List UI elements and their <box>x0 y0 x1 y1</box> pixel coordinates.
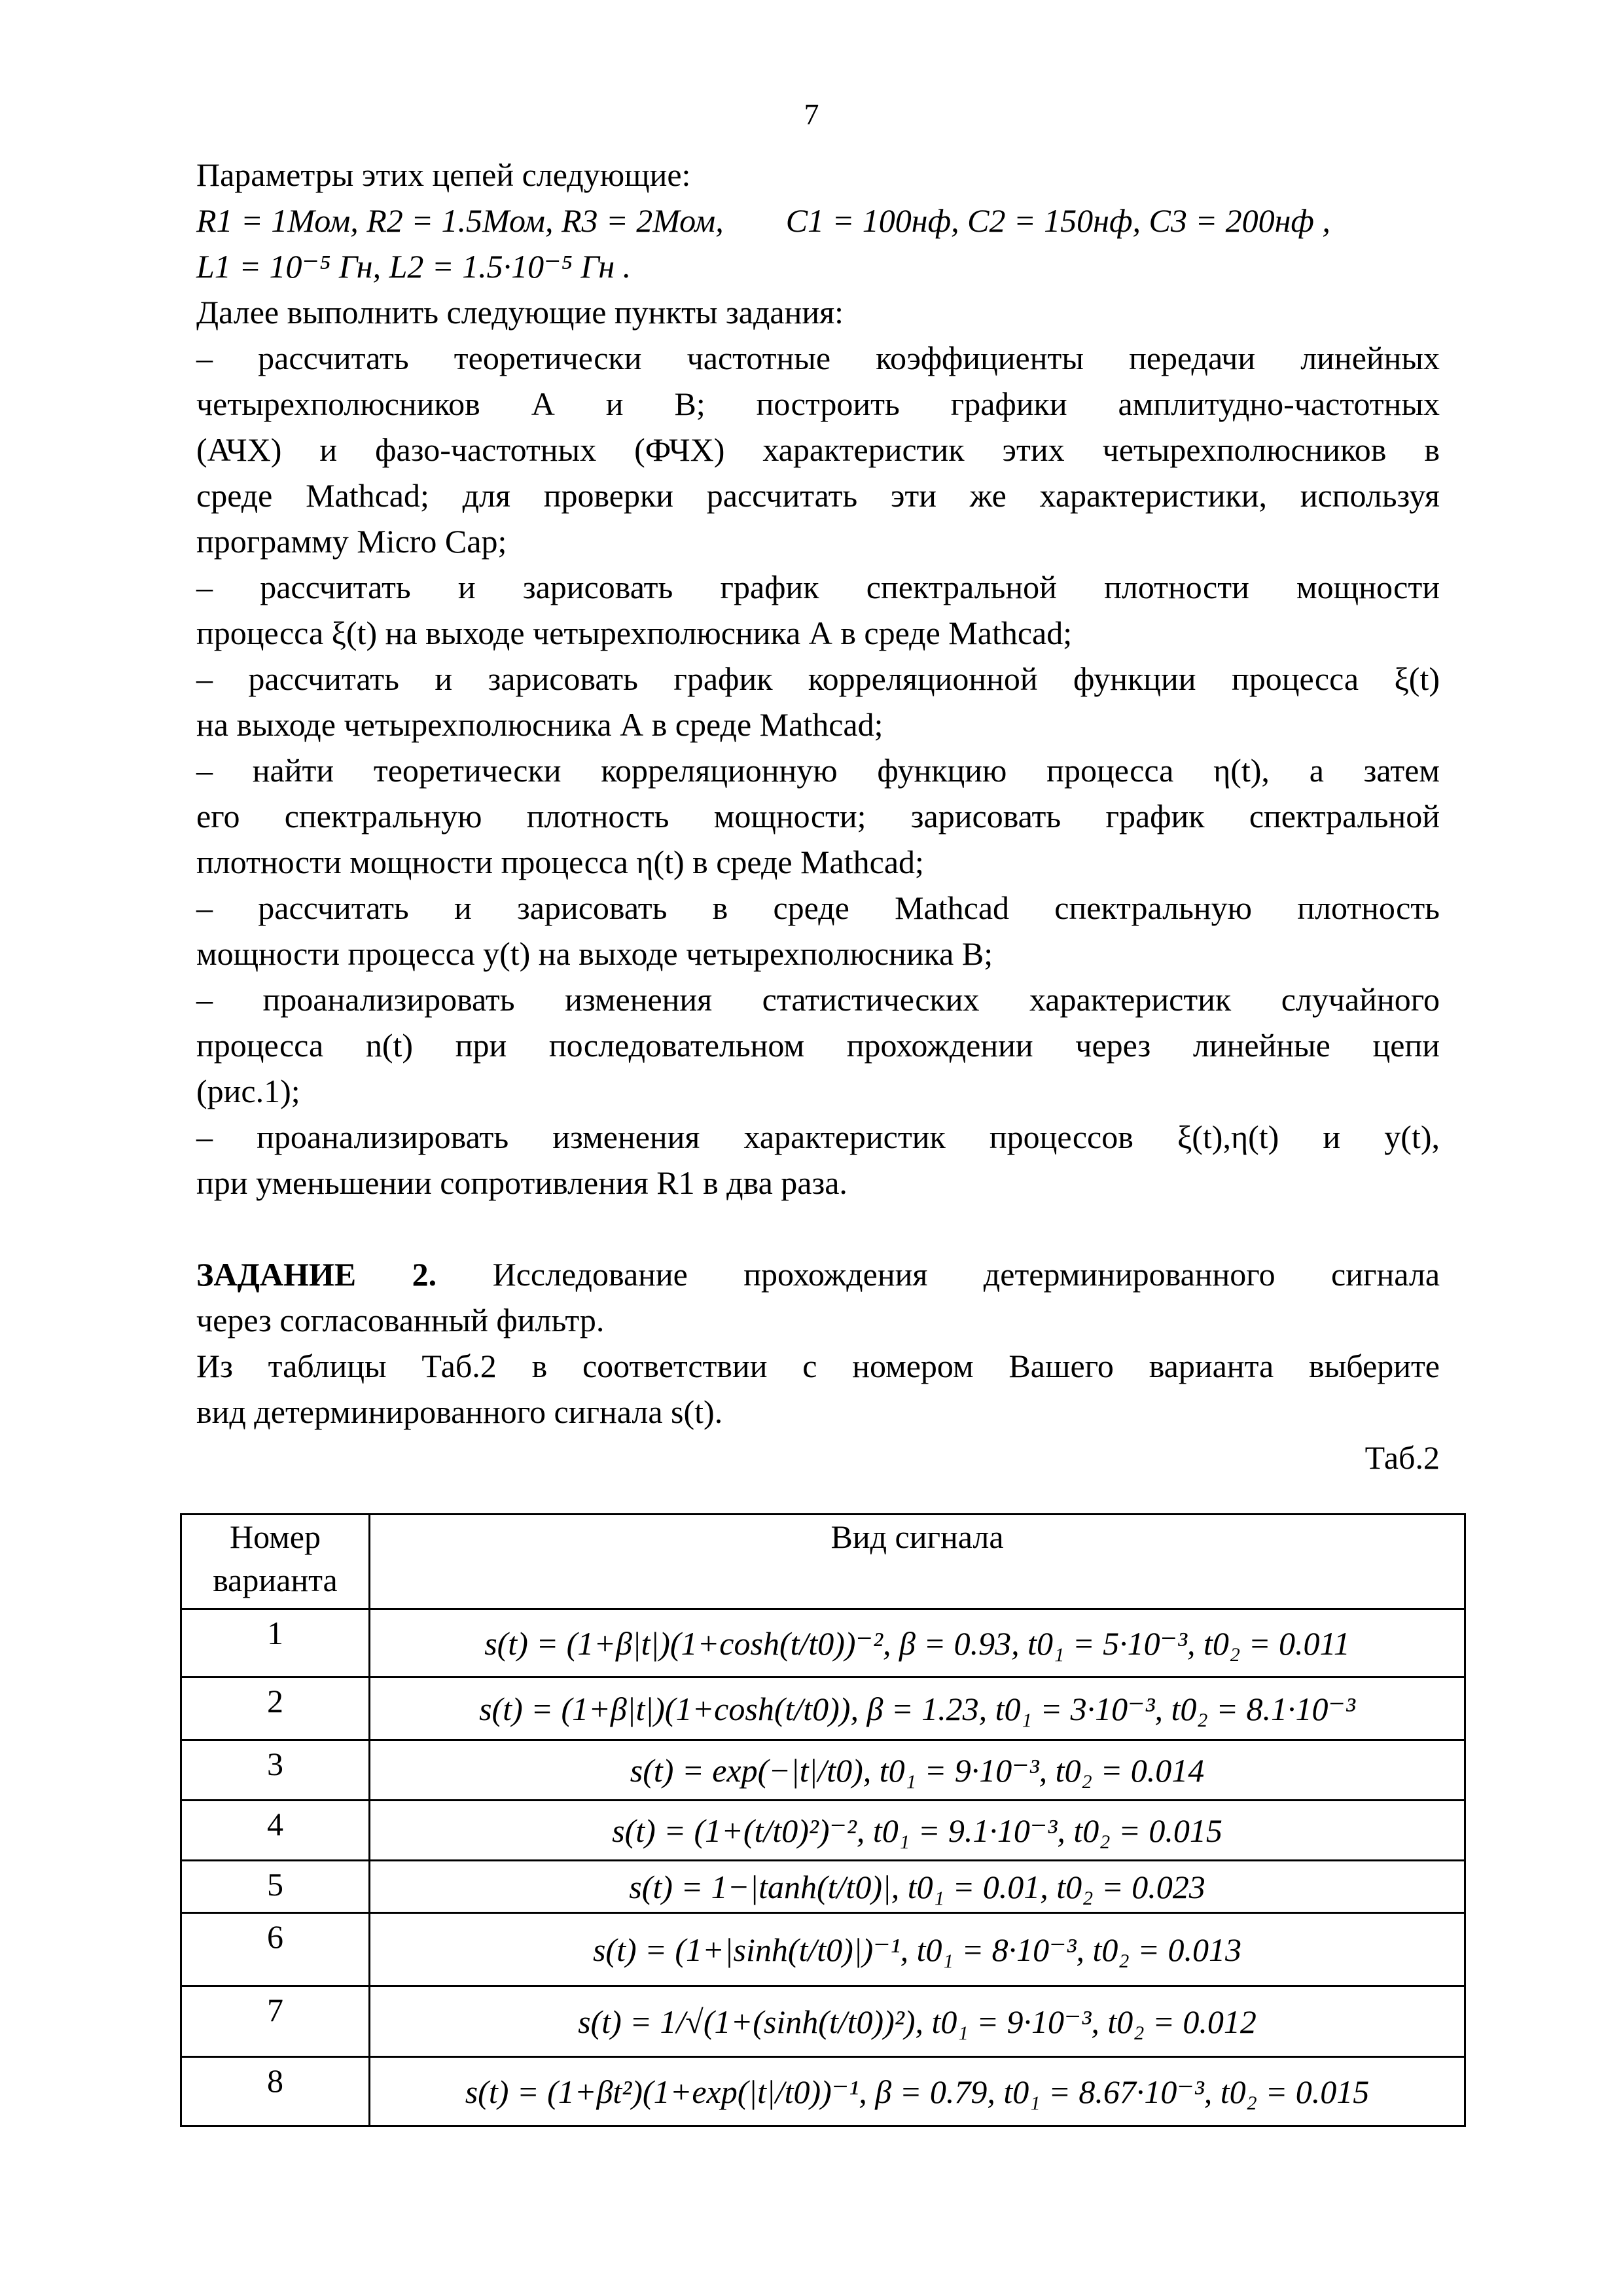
signal-formula: s(t) = (1+(t/t0)²)⁻², t0₁ = 9.1·10⁻³, t0₂ = 0.015 <box>370 1801 1465 1861</box>
task1-line: среде Mathcad; для проверки рассчитать эти же характеристики, используя <box>196 477 1440 514</box>
signal-formula: s(t) = (1+|sinh(t/t0)|)⁻¹, t0₁ = 8·10⁻³, t0₂ = 0.013 <box>370 1913 1465 1986</box>
table-row <box>181 1677 1465 1740</box>
variant-number: 1 <box>181 1609 370 1677</box>
table-row <box>181 1740 1465 1801</box>
signal-formula: s(t) = exp(−|t|/t0), t0₁ = 9·10⁻³, t0₂ = 0.014 <box>370 1740 1465 1801</box>
variant-number: 6 <box>181 1913 370 1986</box>
header-signal-type: Вид сигнала <box>370 1515 1465 1609</box>
task1-line: – рассчитать теоретически частотные коэффициенты передачи линейных <box>196 340 1440 376</box>
task2-line: Из таблицы Таб.2 в соответствии с номером Вашего варианта выберите <box>196 1348 1440 1384</box>
task1-line: – рассчитать и зарисовать в среде Mathcad спектральную плотность <box>196 889 1440 926</box>
variant-number: 5 <box>181 1861 370 1913</box>
task1-line: (рис.1); <box>196 1073 300 1109</box>
task1-line: процесса ξ(t) на выходе четырехполюсника А в среде Mathcad; <box>196 615 1073 651</box>
task1-line: программу Micro Cap; <box>196 523 507 560</box>
task1-line: четырехполюсников А и В; построить графики амплитудно-частотных <box>196 386 1440 422</box>
task1-line: его спектральную плотность мощности; зарисовать график спектральной <box>196 798 1440 834</box>
table-row <box>181 1986 1465 2057</box>
params-resistors: R1 = 1Мом, R2 = 1.5Мом, R3 = 2Мом, <box>196 202 724 239</box>
task1-line: плотности мощности процесса η(t) в среде Mathcad; <box>196 844 924 880</box>
variant-number: 4 <box>181 1801 370 1861</box>
variant-number: 3 <box>181 1740 370 1801</box>
task1-line: при уменьшении сопротивления R1 в два раза. <box>196 1164 847 1201</box>
signal-formula: s(t) = (1+β|t|)(1+cosh(t/t0))⁻², β = 0.93, t0₁ = 5·10⁻³, t0₂ = 0.011 <box>370 1609 1465 1677</box>
body-text <box>196 152 1440 1480</box>
task1-intro: Далее выполнить следующие пункты задания: <box>196 294 844 331</box>
table-row <box>181 2057 1465 2126</box>
task2-heading: ЗАДАНИЕ 2. <box>196 1256 437 1293</box>
params-intro: Параметры этих цепей следующие: <box>196 156 691 193</box>
task1-line: – найти теоретически корреляционную функцию процесса η(t), а затем <box>196 752 1440 789</box>
table-row <box>181 1913 1465 1986</box>
variant-number: 7 <box>181 1986 370 2057</box>
page-number: 7 <box>804 98 819 131</box>
task2-line: вид детерминированного сигнала s(t). <box>196 1393 723 1430</box>
task1-line: – рассчитать и зарисовать график корреляционной функции процесса ξ(t) <box>196 660 1440 697</box>
signal-variants-table <box>180 1513 1466 2127</box>
task1-line: – рассчитать и зарисовать график спектральной плотности мощности <box>196 569 1440 605</box>
task2-line: через согласованный фильтр. <box>196 1302 605 1338</box>
task1-line: процесса n(t) при последовательном прохождении через линейные цепи <box>196 1027 1440 1064</box>
task1-line: – проанализировать изменения статистических характеристик случайного <box>196 981 1440 1018</box>
header-variant-number: Номер варианта <box>181 1515 370 1609</box>
signal-formula: s(t) = 1−|tanh(t/t0)|, t0₁ = 0.01, t0₂ = 0.023 <box>370 1861 1465 1913</box>
task2-heading-line <box>196 1251 1440 1297</box>
params-capacitors: C1 = 100нф, C2 = 150нф, C3 = 200нф , <box>785 202 1330 239</box>
task2-line: Исследование прохождения детерминированного сигнала <box>492 1256 1440 1293</box>
table-header-row <box>181 1515 1465 1609</box>
table-row <box>181 1861 1465 1913</box>
variant-number: 8 <box>181 2057 370 2126</box>
task1-line: (АЧХ) и фазо-частотных (ФЧХ) характеристик этих четырехполюсников в <box>196 431 1440 468</box>
variant-number: 2 <box>181 1677 370 1740</box>
signal-formula: s(t) = 1/√(1+(sinh(t/t0))²), t0₁ = 9·10⁻³, t0₂ = 0.012 <box>370 1986 1465 2057</box>
task1-line: – проанализировать изменения характеристик процессов ξ(t),η(t) и y(t), <box>196 1119 1440 1155</box>
signal-formula: s(t) = (1+βt²)(1+exp(|t|/t0))⁻¹, β = 0.79, t0₁ = 8.67·10⁻³, t0₂ = 0.015 <box>370 2057 1465 2126</box>
task1-line: мощности процесса y(t) на выходе четырехполюсника В; <box>196 935 993 972</box>
params-inductors: L1 = 10⁻⁵ Гн, L2 = 1.5·10⁻⁵ Гн . <box>196 248 632 285</box>
signal-formula: s(t) = (1+β|t|)(1+cosh(t/t0)), β = 1.23, t0₁ = 3·10⁻³, t0₂ = 8.1·10⁻³ <box>370 1677 1465 1740</box>
task1-line: на выходе четырехполюсника А в среде Mathcad; <box>196 706 883 743</box>
table-row <box>181 1609 1465 1677</box>
table-caption: Таб.2 <box>1364 1439 1440 1476</box>
table-row <box>181 1801 1465 1861</box>
params-resistors-capacitors <box>196 198 1440 243</box>
